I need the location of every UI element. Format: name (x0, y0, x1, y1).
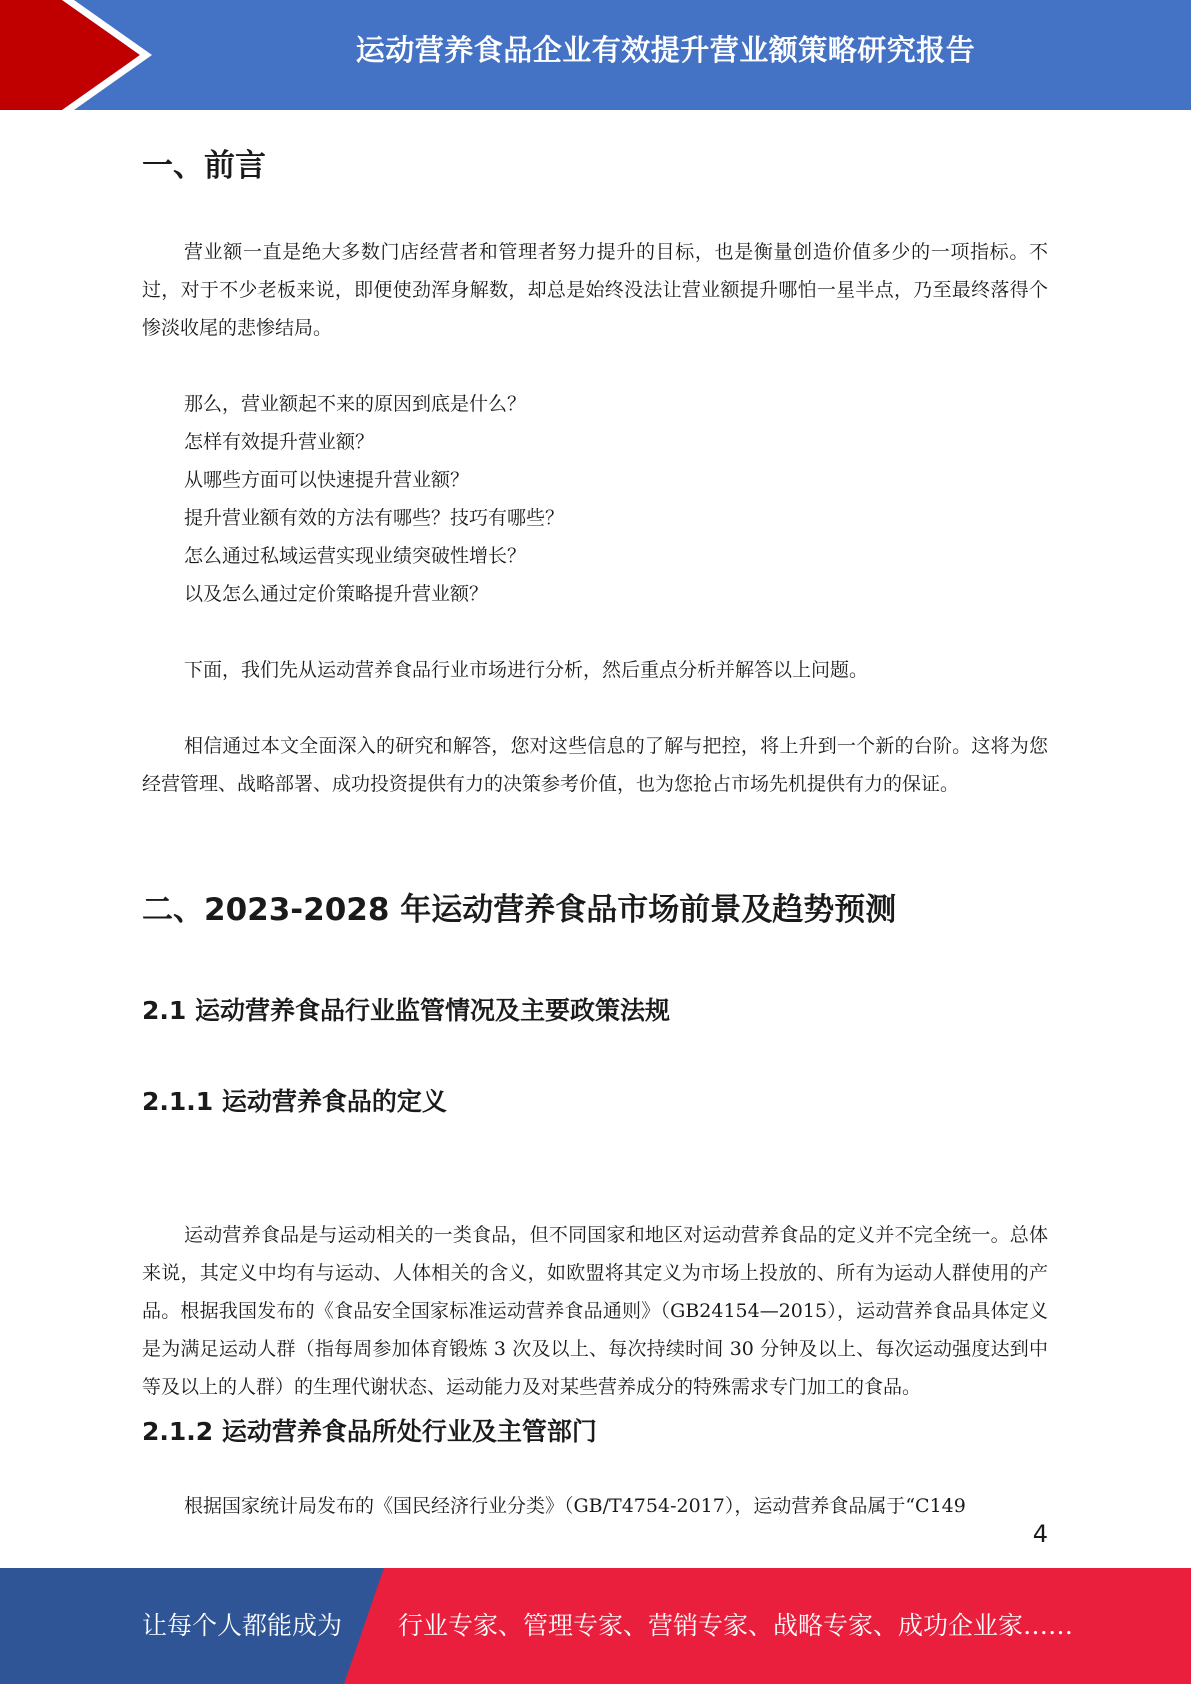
paragraph-analysis-intro: 下面，我们先从运动营养食品行业市场进行分析，然后重点分析并解答以上问题。 (184, 659, 869, 681)
list-item: 提升营业额有效的方法有哪些？技巧有哪些？ (184, 507, 565, 529)
footer-slogan-right: 行业专家、管理专家、营销专家、战略专家、成功企业家…… (398, 1611, 1074, 1640)
list-item: 怎样有效提升营业额？ (184, 431, 375, 453)
footer-banner (0, 1568, 1191, 1684)
list-item: 以及怎么通过定价策略提升营业额？ (184, 583, 489, 605)
question-list (184, 385, 564, 613)
footer-slogan-left: 让每个人都能成为 (142, 1611, 343, 1640)
paragraph-conclusion: 相信通过本文全面深入的研究和解答，您对这些信息的了解与把控，将上升到一个新的台阶。这将为您经营管理、战略部署、成功投资提供有力的决策参考价值，也为您抢占市场先机提供有力的保证。 (142, 735, 1048, 795)
page-number: 4 (1032, 1520, 1048, 1548)
paragraph-definition: 运动营养食品是与运动相关的一类食品，但不同国家和地区对运动营养食品的定义并不完全统一。总体来说，其定义中均有与运动、人体相关的含义，如欧盟将其定义为市场上投放的、所有为运动人群使用的产品。根据我国发布的《食品安全国家标准运动营养食品通则》（GB24154—2015），运动营养食品具体定义是为满足运动人群（指每周参加体育锻炼 3 次及以上、每次持续时间 30 分钟及以上、每次运动强度达到中等及以上的人群）的生理代谢状态、运动能力及对某些营养成分的特殊需求专门加工的食品。 (142, 1224, 1048, 1398)
subsection-heading-definition: 2.1.1 运动营养食品的定义 (142, 1087, 447, 1116)
list-item: 怎么通过私域运营实现业绩突破性增长？ (184, 545, 527, 567)
section-heading-preface: 一、前言 (142, 148, 266, 184)
header-banner (0, 0, 1191, 110)
section-heading-forecast: 二、2023-2028 年运动营养食品市场前景及趋势预测 (142, 892, 897, 928)
subsection-heading-industry: 2.1.2 运动营养食品所处行业及主管部门 (142, 1417, 597, 1446)
list-item: 从哪些方面可以快速提升营业额？ (184, 469, 470, 491)
document-title: 运动营养食品企业有效提升营业额策略研究报告 (355, 33, 976, 67)
subsection-heading-regulation: 2.1 运动营养食品行业监管情况及主要政策法规 (142, 996, 670, 1025)
paragraph-industry: 根据国家统计局发布的《国民经济行业分类》（GB/T4754-2017），运动营养食品属于“C149 (184, 1495, 966, 1517)
list-item: 那么，营业额起不来的原因到底是什么？ (184, 393, 527, 415)
paragraph-intro: 营业额一直是绝大多数门店经营者和管理者努力提升的目标，也是衡量创造价值多少的一项指标。不过，对于不少老板来说，即便使劲浑身解数，却总是始终没法让营业额提升哪怕一星半点，乃至最终落得个惨淡收尾的悲惨结局。 (142, 241, 1048, 339)
